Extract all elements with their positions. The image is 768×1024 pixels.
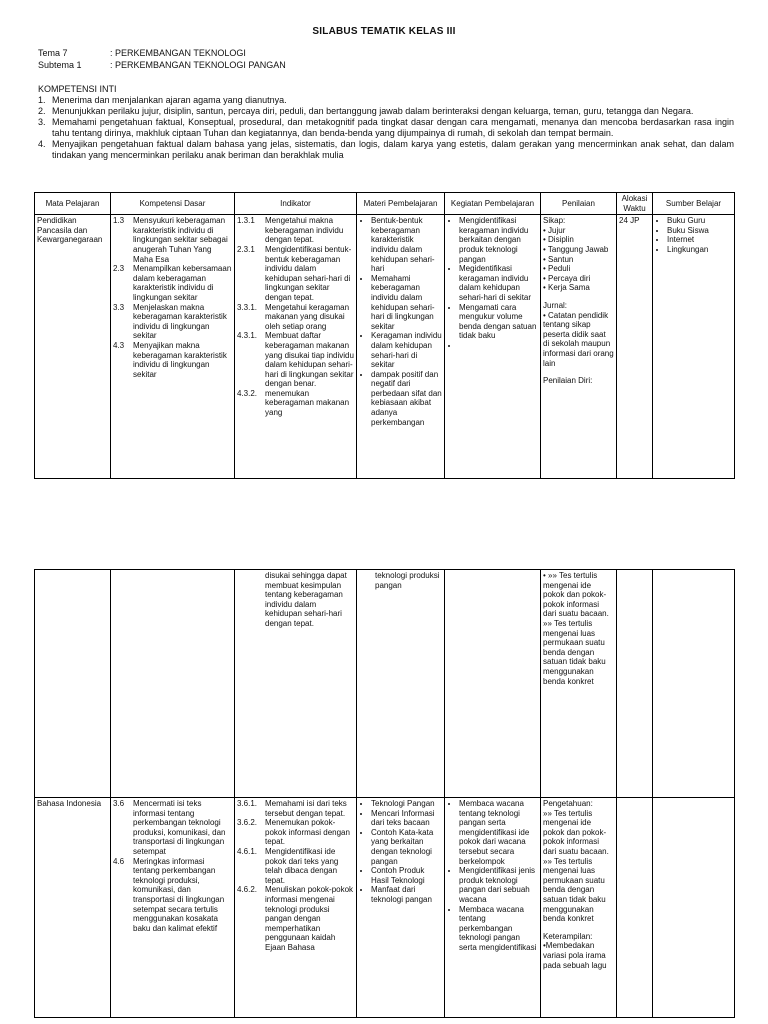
cell-kd	[111, 570, 235, 798]
cell-alokasi	[617, 570, 653, 798]
list-item: • Memahami keberagaman individu dalam kehidupan sehari-hari di lingkungan sekitar	[371, 274, 442, 332]
kd-code: 4.6	[113, 856, 125, 866]
indikator-item	[237, 331, 354, 389]
ki-item	[38, 106, 734, 117]
list-item: • Manfaat dari teknologi pangan	[371, 885, 442, 904]
indikator-code: 3.3.1.	[237, 302, 258, 312]
cell-kd	[111, 215, 235, 479]
kd-item	[113, 857, 232, 934]
kd-item	[113, 216, 232, 264]
cell-indikator: disukai sehingga dapat membuat kesimpulan tentang keberagaman individu dalam kehidupan sehari-hari dengan tepat.	[235, 570, 357, 798]
indikator-text: Membuat daftar keberagaman makanan yang disukai tiap individu dalam kehidupan sehari-hari di lingkungan sekitar dengan benar.	[265, 331, 354, 389]
indikator-text: Menemukan pokok-pokok informasi dengan tepat.	[265, 818, 350, 847]
indikator-code: 3.6.2.	[237, 818, 258, 828]
indikator-item	[237, 799, 354, 818]
meta-key: Tema 7	[38, 48, 68, 58]
cell-kegiatan	[445, 798, 541, 1018]
header-kompetensi-dasar: Kompetensi Dasar	[111, 193, 235, 215]
cell-alokasi: 24 JP	[617, 215, 653, 479]
table-row	[35, 570, 735, 798]
kd-code: 3.3	[113, 302, 125, 312]
jurnal-label: Jurnal:	[543, 300, 568, 310]
cell-indikator	[235, 215, 357, 479]
meta-tema	[38, 48, 246, 58]
kd-code: 3.6	[113, 799, 125, 808]
header-penilaian: Penilaian	[541, 193, 617, 215]
kd-code: 2.3	[113, 264, 125, 274]
list-item: • Teknologi Pangan	[371, 799, 442, 809]
list-item: • Mengidentifikasi jenis produk teknologi pangan dari sebuah wacana	[459, 866, 538, 904]
materi-list	[359, 216, 442, 427]
keterampilan-text: •Membedakan variasi pola irama pada sebuah lagu	[543, 941, 607, 970]
list-item: • Keragaman individu dalam kehidupan sehari-hari di sekitar	[371, 331, 442, 369]
cell-kegiatan	[445, 570, 541, 798]
materi-list	[359, 799, 442, 905]
indikator-item	[237, 389, 354, 418]
cell-sumber	[653, 798, 735, 1018]
ki-heading: KOMPETENSI INTI	[38, 84, 117, 94]
indikator-code: 2.3.1	[237, 244, 255, 254]
indikator-text: Mengidentifikasi ide pokok dari teks yang telah dibaca dengan tepat.	[265, 846, 339, 885]
indikator-code: 4.3.1.	[237, 331, 258, 341]
cell-kd	[111, 798, 235, 1018]
list-item: • Membaca wacana tentang perkembangan teknologi pangan serta mengidentifikasi	[459, 905, 538, 953]
ki-list	[38, 95, 734, 161]
header-alokasi: Alokasi Waktu	[617, 193, 653, 215]
indikator-code: 4.6.2.	[237, 885, 258, 895]
list-item: • Mengamati cara mengukur volume benda dengan satuan tidak baku	[459, 303, 538, 341]
header-materi: Materi Pembelajaran	[357, 193, 445, 215]
cell-sumber	[653, 215, 735, 479]
pengetahuan-label: Pengetahuan:	[543, 799, 593, 808]
header-sumber: Sumber Belajar	[653, 193, 735, 215]
kegiatan-list	[447, 216, 538, 350]
kd-item	[113, 799, 232, 857]
kd-item	[113, 303, 232, 341]
list-item: • Megidentifikasi keragaman individu dalam kehidupan sehari-hari di sekitar	[459, 264, 538, 302]
sikap-label: Sikap:	[543, 216, 566, 226]
indikator-code: 3.6.1.	[237, 799, 258, 808]
kd-text: Mencermati isi teks informasi tentang perkembangan teknologi produksi, komunikasi, dan transportasi di lingkungan setempat	[133, 799, 226, 856]
cell-penilaian	[541, 215, 617, 479]
cell-penilaian	[541, 798, 617, 1018]
sikap-item: • Percaya diri	[543, 273, 591, 283]
penilaian-item: • »» Tes tertulis mengenai ide pokok dan pokok-pokok informasi dari suatu bacaan.	[543, 571, 609, 619]
pengetahuan-item: »» Tes tertulis mengenai ide pokok dan pokok-pokok informasi dari suatu bacaan.	[543, 808, 609, 856]
indikator-item	[237, 245, 354, 303]
keterampilan-label: Keterampilan:	[543, 931, 593, 941]
ki-text: Menerima dan menjalankan ajaran agama yang dianutnya.	[52, 95, 287, 105]
list-item: • Mengidentifikasi keragaman individu berkaitan dengan produk teknologi pangan	[459, 216, 538, 264]
list-item: • Buku Siswa	[667, 226, 732, 236]
header-kegiatan: Kegiatan Pembelajaran	[445, 193, 541, 215]
indikator-item	[237, 818, 354, 847]
indikator-code: 1.3.1	[237, 216, 255, 226]
ki-text: Menunjukkan perilaku jujur, disiplin, santun, percaya diri, peduli, dan bertanggung jawab dalam berinteraksi dengan keluarga, teman, guru, tetangga dan Negara.	[52, 106, 694, 116]
kd-text: Meringkas informasi tentang perkembangan teknologi produksi, komunikasi, dan transportasi di lingkungan setempat secara tertulis menggunakan kosakata baku dan kalimat efektif	[133, 856, 225, 933]
document-title: SILABUS TEMATIK KELAS III	[312, 26, 456, 37]
list-item: • Lingkungan	[667, 245, 732, 255]
indikator-text: Mengidentifikasi bentuk-bentuk keberagaman individu dalam kehidupan sehari-hari di lingkungan sekitar dengan tepat.	[265, 244, 352, 302]
indikator-text: Mengetahui makna keberagaman individu dengan tepat.	[265, 216, 344, 245]
cell-mapel: Pendidikan Pancasila dan Kewarganegaraan	[35, 215, 111, 479]
ki-text: Memahami pengetahuan faktual, Konseptual, prosedural, dan metakognitif pada tingkat dasar dengan cara mengamati, menanya dan mencoba berdasarkan rasa ingin tahu tentang dirinya, makhluk ciptaan Tuhan dan kegiatannya, dan benda-benda yang dijumpainya di rumah, di sekolah dan tempat bermain.	[52, 117, 734, 138]
cell-mapel	[35, 570, 111, 798]
syllabus-table-page1	[34, 192, 735, 479]
cell-kegiatan	[445, 215, 541, 479]
kd-item	[113, 264, 232, 302]
table-row	[35, 798, 735, 1018]
pengetahuan-item: »» Tes tertulis mengenai luas permukaan suatu benda dengan satuan tidak baku menggunakan benda konkret	[543, 856, 606, 924]
kd-text: Menampilkan kebersamaan dalam keberagaman karakteristik individu di lingkungan sekitar	[133, 264, 232, 302]
kegiatan-list	[447, 799, 538, 953]
meta-value: : PERKEMBANGAN TEKNOLOGI PANGAN	[110, 60, 286, 70]
header-indikator: Indikator	[235, 193, 357, 215]
kd-code: 4.3	[113, 340, 125, 350]
indikator-text: Memahami isi dari teks tersebut dengan tepat.	[265, 799, 347, 818]
sikap-item: • Kerja Sama	[543, 283, 590, 293]
ki-item	[38, 117, 734, 139]
indikator-item	[237, 216, 354, 245]
kd-text: Menyajikan makna keberagaman karakteristik individu di lingkungan sekitar	[133, 340, 227, 379]
cell-indikator	[235, 798, 357, 1018]
jurnal-text: • Catatan pendidik tentang sikap peserta didik saat di sekolah maupun informasi dari orang lain	[543, 310, 614, 368]
meta-subtema	[38, 60, 286, 70]
kd-code: 1.3	[113, 216, 125, 226]
cell-materi: teknologi produksi pangan	[357, 570, 445, 798]
penilaian-item: »» Tes tertulis mengenai luas permukaan suatu benda dengan satuan tidak baku menggunakan benda konkret	[543, 618, 606, 686]
list-item: • Buku Guru	[667, 216, 732, 226]
sikap-item: • Jujur	[543, 225, 566, 235]
cell-materi	[357, 798, 445, 1018]
ki-number: 2.	[38, 106, 46, 116]
header-mata-pelajaran: Mata Pelajaran	[35, 193, 111, 215]
indikator-text: Mengetahui keragaman makanan yang disukai oleh setiap orang	[265, 302, 350, 331]
indikator-text: Menuliskan pokok-pokok informasi mengenai teknologi produksi pangan dengan memperhatikan penggunaan kaidah Ejaan Bahasa	[265, 885, 354, 952]
cell-mapel: Bahasa Indonesia	[35, 798, 111, 1018]
list-item: • Internet	[667, 235, 732, 245]
list-item: • Membaca wacana tentang teknologi pangan serta mengidentifikasi ide pokok dari wacana tersebut secara berkelompok	[459, 799, 538, 866]
list-item	[459, 341, 538, 351]
ki-number: 1.	[38, 95, 46, 105]
ki-item	[38, 95, 734, 106]
syllabus-table-page2	[34, 569, 735, 1018]
list-item: • Contoh Kata-kata yang berkaitan dengan teknologi pangan	[371, 828, 442, 866]
indikator-code: 4.3.2.	[237, 388, 258, 398]
meta-value: : PERKEMBANGAN TEKNOLOGI	[110, 48, 246, 58]
table-header-row	[35, 193, 735, 215]
indikator-code: 4.6.1.	[237, 846, 258, 856]
list-item: • Mencari Informasi dari teks bacaan	[371, 809, 442, 828]
indikator-item	[237, 847, 354, 885]
cell-penilaian	[541, 570, 617, 798]
cell-alokasi	[617, 798, 653, 1018]
kd-text: Mensyukuri keberagaman karakteristik individu di lingkungan sekitar sebagai anugerah Tuhan Yang Maha Esa	[133, 216, 228, 264]
sikap-item: • Peduli	[543, 264, 571, 274]
ki-number: 4.	[38, 139, 46, 149]
table-row	[35, 215, 735, 479]
meta-key: Subtema 1	[38, 60, 82, 70]
sumber-list	[655, 216, 732, 254]
list-item: • Bentuk-bentuk keberagaman karakteristik individu dalam kehidupan sehari-hari	[371, 216, 442, 274]
kd-item	[113, 341, 232, 379]
kd-text: Menjelaskan makna keberagaman karakteristik individu di lingkungan sekitar	[133, 302, 227, 341]
ki-number: 3.	[38, 117, 46, 127]
ki-item	[38, 139, 734, 161]
sikap-item: • Tanggung Jawab	[543, 244, 609, 254]
cell-sumber	[653, 570, 735, 798]
ki-text: Menyajikan pengetahuan faktual dalam bahasa yang jelas, sistematis, dan logis, dalam karya yang estetis, dalam gerakan yang mencerminkan anak sehat, dan dalam tindakan yang mencerminkan perilaku anak beriman dan berakhlak mulia	[52, 139, 734, 160]
list-item: • Contoh Produk Hasil Teknologi	[371, 866, 442, 885]
indikator-text: menemukan keberagaman makanan yang	[265, 388, 350, 418]
kompetensi-inti	[38, 84, 734, 161]
sikap-item: • Santun	[543, 254, 574, 264]
penilaian-diri-label: Penilaian Diri:	[543, 376, 593, 386]
indikator-item	[237, 885, 354, 952]
indikator-item	[237, 303, 354, 332]
cell-materi	[357, 215, 445, 479]
sikap-item: • Disiplin	[543, 235, 574, 245]
list-item: • dampak positif dan negatif dari perbedaan sifat dan kebiasaan akibat adanya perkembangan	[371, 370, 442, 428]
